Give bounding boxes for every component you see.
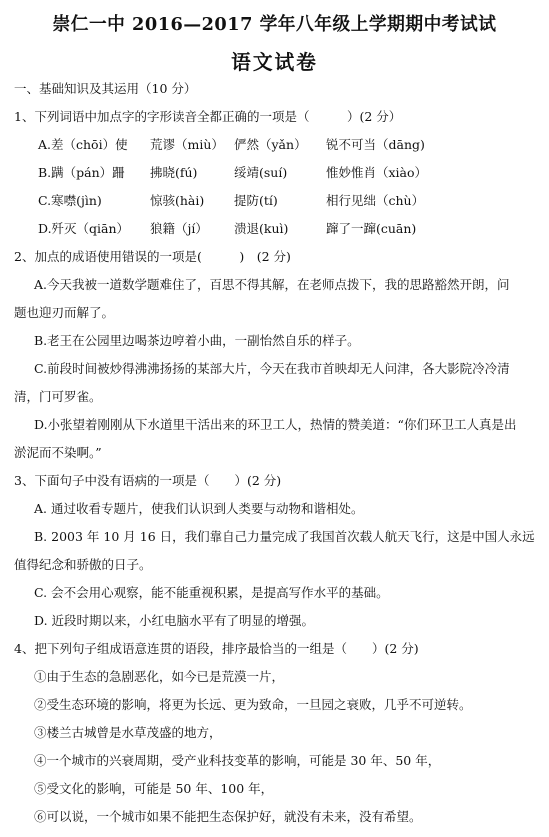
q4-sentence-5: ⑤受文化的影响，可能是 50 年、100 年， [34, 781, 274, 796]
q1-option-b-term-1: B.蹒（pán）跚 [38, 165, 125, 180]
q2-option-a-line-1: A.今天我被一道数学题难住了，百思不得其解，在老师点拨下，我的思路豁然开朗，问 [34, 277, 510, 292]
q1-option-a-term-2: 荒谬（miù） [150, 137, 224, 152]
q1-option-c-term-1: C.寒噤(jìn) [38, 193, 102, 208]
question-3-stem: 3、下面句子中没有语病的一项是（ ）(2 分) [14, 473, 282, 488]
q1-option-d-term-2: 狼籍（jí） [150, 221, 208, 236]
q1-option-d-term-3: 溃退(kuì) [234, 221, 289, 236]
q2-option-c-line-2: 清，门可罗雀。 [14, 389, 102, 404]
section-heading: 一、基础知识及其运用（10 分） [14, 81, 197, 96]
q1-option-b-term-3: 绥靖(suí) [234, 165, 288, 180]
q3-option-d-line-1: D. 近段时期以来，小红电脑水平有了明显的增强。 [34, 613, 315, 628]
q1-option-row-a [0, 136, 549, 154]
q2-option-b-line-1: B.老王在公园里边喝茶边哼着小曲，一副怡然自乐的样子。 [34, 333, 360, 348]
q2-option-c-line-1: C.前段时间被炒得沸沸扬扬的某部大片，今天在我市首映却无人问津，各大影院冷冷清 [34, 361, 510, 376]
q1-option-row-d [0, 220, 549, 238]
question-4-stem: 4、把下列句子组成语意连贯的语段，排序最恰当的一组是（ ）(2 分) [14, 641, 419, 656]
q4-sentence-3: ③楼兰古城曾是水草茂盛的地方， [34, 725, 222, 740]
q1-option-a-term-3: 俨然（yǎn） [234, 137, 307, 152]
q3-option-b-line-1: B. 2003 年 10 月 16 日，我们靠自己力量完成了我国首次载人航天飞行，这是中国人永远 [34, 529, 535, 544]
exam-title: 崇仁一中 2016—2017 学年八年级上学期期中考试试 [52, 14, 497, 35]
q1-option-a-term-1: A.差（chōi）使 [38, 137, 128, 152]
q1-option-c-term-2: 惊骇(hài) [150, 193, 205, 208]
q3-option-b-line-2: 值得纪念和骄傲的日子。 [14, 557, 152, 572]
q1-option-a-term-4: 锐不可当（dāng) [326, 137, 425, 152]
q4-sentence-4: ④一个城市的兴衰周期，受产业科技变革的影响，可能是 30 年、50 年， [34, 753, 441, 768]
question-1-stem: 1、下列词语中加点字的字形读音全都正确的一项是（ ）(2 分） [14, 109, 402, 124]
q3-option-c-line-1: C. 会不会用心观察，能不能重视积累，是提高写作水平的基础。 [34, 585, 389, 600]
q3-option-a-line-1: A. 通过收看专题片，使我们认识到人类要与动物和谐相处。 [34, 501, 364, 516]
question-2-stem: 2、加点的成语使用错误的一项是( ) (2 分) [14, 249, 291, 264]
q4-sentence-2: ②受生态环境的影响，将更为长远、更为致命，一旦园之衰败，几乎不可逆转。 [34, 697, 472, 712]
q2-option-a-line-2: 题也迎刃而解了。 [14, 305, 115, 320]
q1-option-c-term-4: 相行见绌（chù） [326, 193, 425, 208]
q1-option-b-term-2: 拂晓(fú) [150, 165, 198, 180]
q2-option-d-line-2: 淤泥而不染啊。” [14, 445, 102, 460]
q1-option-row-c [0, 192, 549, 210]
q4-sentence-1: ①由于生态的急剧恶化，如今已是荒漠一片， [34, 669, 285, 684]
q1-option-d-term-4: 蹿了一蹿(cuān) [326, 221, 417, 236]
q1-option-row-b [0, 164, 549, 182]
q2-option-d-line-1: D.小张望着刚刚从下水道里干活出来的环卫工人，热情的赞美道：“你们环卫工人真是出 [34, 417, 517, 432]
q1-option-c-term-3: 提防(tí) [234, 193, 278, 208]
q4-sentence-6: ⑥可以说，一个城市如果不能把生态保护好，就没有未来，没有希望。 [34, 809, 422, 824]
q1-option-d-term-1: D.歼灭（qiān） [38, 221, 130, 236]
q1-option-b-term-4: 惟妙惟肖（xiào） [326, 165, 428, 180]
exam-subtitle: 语文试卷 [231, 50, 318, 74]
